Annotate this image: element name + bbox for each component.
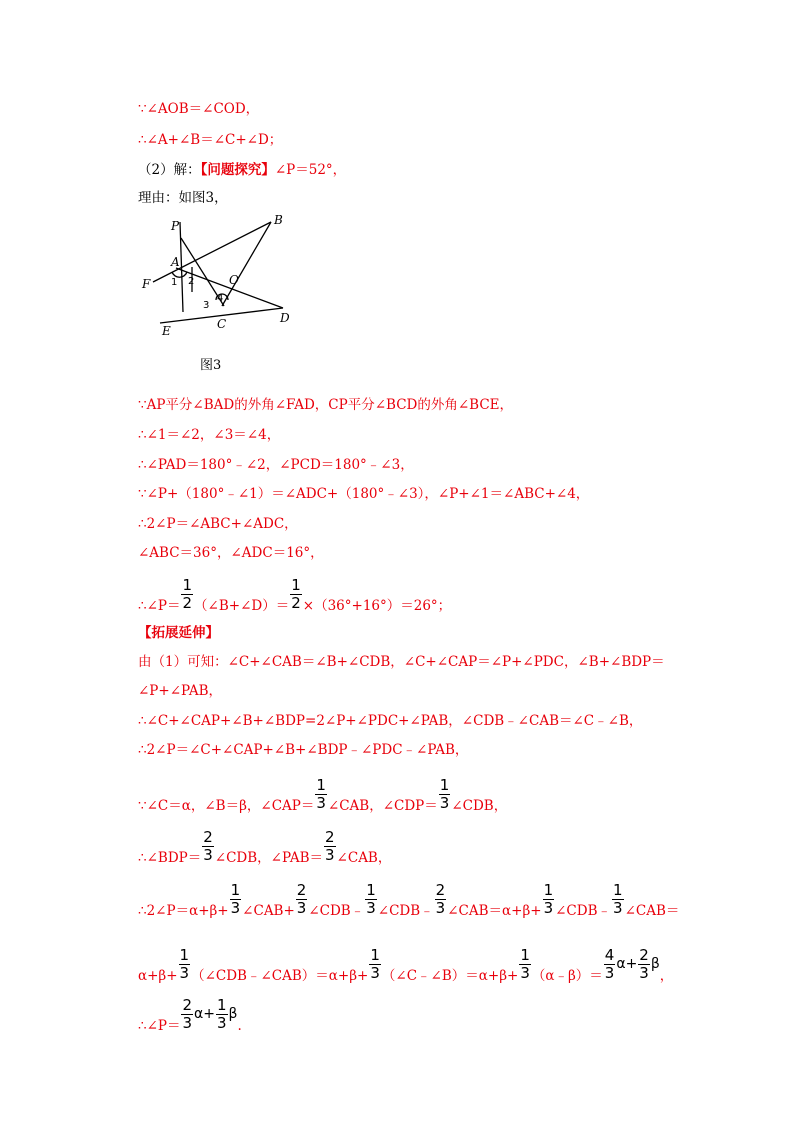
figure-3-diagram (138, 210, 328, 345)
line-4: 理由：如图3， (138, 190, 228, 206)
label-o: O (229, 273, 239, 287)
label-angle-4: 4 (217, 293, 224, 304)
line-12: 【拓展延伸】 (138, 625, 219, 641)
fraction-half: $\frac{1}{2}$ (182, 576, 193, 612)
label-d: D (280, 311, 290, 325)
line-9: ∴2∠P＝∠ABC+∠ADC， (138, 516, 298, 532)
line-11: ∴∠P＝ $\frac{1}{2}$ （∠B+∠D）＝ $\frac{1}{2}$ ×（36°+16°）＝26°； (138, 576, 452, 614)
label-e: E (162, 324, 171, 338)
label-c: C (217, 317, 227, 331)
figure-caption: 图3 (200, 358, 222, 373)
line-20: α+β+ $\frac{1}{3}$ （∠CDB﹣∠CAB）＝α+β+ $\frac{1}{3}$ （∠C﹣∠B）＝α+β+ $\frac{1}{3}$ （α﹣β）＝ $\frac{4}{3}$ α+ $\frac{2}{3}$ β， (138, 946, 674, 984)
line-15: ∴∠C+∠CAP+∠B+∠BDP=2∠P+∠PDC+∠PAB，∠CDB﹣∠CAB＝∠C﹣∠B， (138, 713, 643, 729)
line-7: ∴∠PAD＝180°﹣∠2，∠PCD＝180°﹣∠3， (138, 457, 414, 473)
line-14: ∠P+∠PAB， (138, 683, 223, 699)
label-f: F (142, 277, 151, 291)
line-8: ∵∠P+（180°﹣∠1）＝∠ADC+（180°﹣∠3），∠P+∠1＝∠ABC+∠4， (138, 486, 590, 502)
fraction-two-thirds: $\frac{2}{3}$ (325, 828, 335, 864)
label-a: A (171, 255, 180, 269)
label-angle-2: 2 (188, 276, 195, 287)
label-p: P (171, 219, 180, 233)
line-2: ∴∠A+∠B＝∠C+∠D； (138, 132, 283, 148)
fraction-half: $\frac{1}{2}$ (291, 576, 301, 612)
line-5: ∵AP平分∠BAD的外角∠FAD，CP平分∠BCD的外角∠BCE， (138, 397, 514, 413)
line-3: （2）解：【问题探究】∠P＝52°， (138, 162, 347, 178)
fraction-two-thirds: $\frac{2}{3}$ (203, 828, 213, 864)
line-10: ∠ABC＝36°，∠ADC＝16°， (138, 545, 324, 561)
label-angle-3: 3 (203, 300, 210, 311)
line-6: ∴∠1＝∠2，∠3＝∠4， (138, 427, 281, 443)
line-18: ∴∠BDP＝ $\frac{2}{3}$ ∠CDB，∠PAB＝ $\frac{2}{3}$ ∠CAB， (138, 828, 392, 866)
fraction-third: $\frac{1}{3}$ (316, 776, 326, 812)
fraction-four-thirds: $\frac{4}{3}$ (604, 946, 615, 982)
fraction-third: $\frac{1}{3}$ (439, 776, 450, 812)
line-21: ∴∠P＝ $\frac{2}{3}$ α+ $\frac{1}{3}$ β. (138, 996, 242, 1034)
label-angle-1: 1 (171, 277, 178, 288)
line-16: ∴2∠P＝∠C+∠CAP+∠B+∠BDP﹣∠PDC﹣∠PAB， (138, 742, 469, 758)
line-17: ∵∠C＝α，∠B＝β，∠CAP＝ $\frac{1}{3}$ ∠CAB，∠CDP＝ $\frac{1}{3}$ ∠CDB， (138, 776, 508, 814)
label-b: B (274, 213, 283, 227)
line-13: 由（1）可知：∠C+∠CAB＝∠B+∠CDB，∠C+∠CAP＝∠P+∠PDC，∠B+∠BDP＝ (138, 654, 665, 670)
line-1: ∵∠AOB＝∠COD， (138, 101, 260, 117)
line-19: ∴2∠P＝α+β+ $\frac{1}{3}$ ∠CAB+ $\frac{2}{3}$ ∠CDB﹣ $\frac{1}{3}$ ∠CDB﹣ $\frac{2}{3}$ ∠CAB＝α+β+ $\frac{1}{3}$ ∠CDB﹣ $\frac{1}{3}$ ∠CAB＝ (138, 881, 680, 919)
